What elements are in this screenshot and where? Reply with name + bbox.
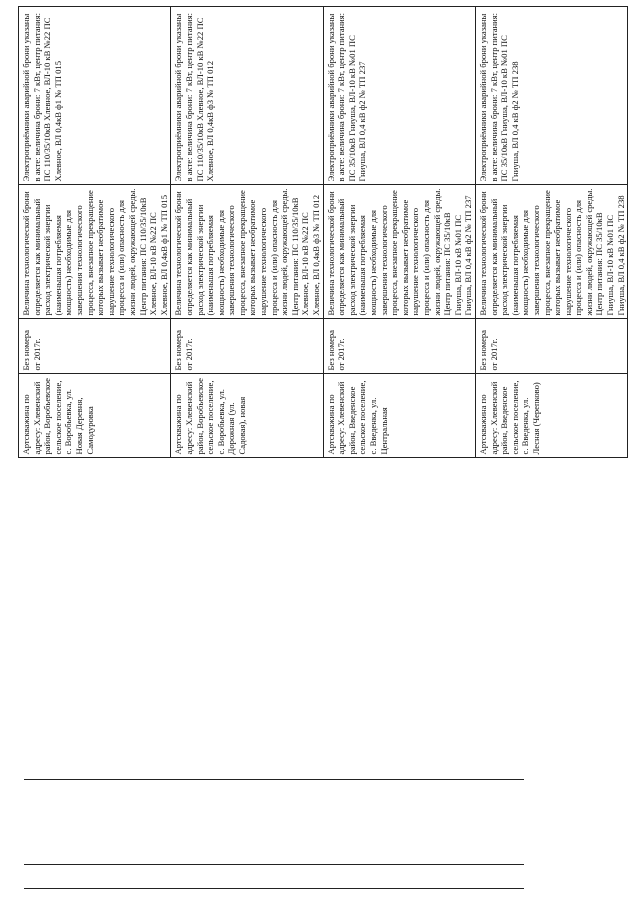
ruled-line (24, 864, 524, 865)
address-cell: Артскважина по адресу: Хлевенский район, Воробьевское сельское поселение, с. Воробьевка, ул. Дорожная (ул. Садовая), новая (171, 374, 323, 458)
table-row (19, 7, 171, 891)
address-cell: Артскважина по адресу: Хлевенский район, Введенское сельское поселение, с. Введенка, ул. Центральная (323, 374, 475, 458)
table-row (475, 7, 627, 891)
justification-cell: Величина технологической брони определяется как минимальный расход электрической энергии (наименьшая потребляемая мощность) необходимые для завершения технологического процесса, внезапное прекращение которых вызывает необратимое нарушение технологического процесса и (или) опасность для жизни людей, окружающей среды. Центр питания: ПС 35/10кВ Гниуша, ВЛ-10 кВ №01 ПС Гниуша, ВЛ 0,4 кВ ф2 № ТП 238 (475, 185, 627, 319)
ruled-line (24, 888, 524, 889)
document-cell: Без номера от 2017г. (171, 319, 323, 374)
document-cell: Без номера от 2017г. (323, 319, 475, 374)
emergency-cell: Электроприёмники аварийной брони указаны в акте: величина брони: 7 кВт, центр питания: ПС 35/10кВ Гниуша, ВЛ-10 кВ №01 ПС Гниуша, ВЛ 0,4 кВ ф2 № ТП 238 (475, 7, 627, 185)
blank-cell (171, 458, 323, 891)
document-cell: Без номера от 2017г. (19, 319, 171, 374)
emergency-cell: Электроприёмники аварийной брони указаны в акте: величина брони: 7 кВт, центр питания: ПС 110/35/10кВ Хлевное, ВЛ-10 кВ №22 ПС Хлевное, ВЛ 0,4кВ ф3 № ТП 012 (171, 7, 323, 185)
address-cell: Артскважина по адресу: Хлевенский район, Воробьевское сельское поселение, с. Воробьевка, ул. Новая Деревня, Самодуровка (19, 374, 171, 458)
table-row (171, 7, 323, 891)
address-cell: Артскважина по адресу: Хлевенский район, Введенское сельское поселение, с. Введенка, ул. Лесная (Черепково) (475, 374, 627, 458)
rotated-page (18, 7, 626, 891)
blank-cell (323, 458, 475, 891)
emergency-cell: Электроприёмники аварийной брони указаны в акте: величина брони: 7 кВт, центр питания: ПС 110/35/10кВ Хлевное, ВЛ-10 кВ №22 ПС Хлевное, ВЛ 0,4кВ ф1 № ТП 015 (19, 7, 171, 185)
justification-cell: Величина технологической брони определяется как минимальный расход электрической энергии (наименьшая потребляемая мощность) необходимые для завершения технологического процесса, внезапное прекращение которых вызывает необратимое нарушение технологического процесса и (или) опасность для жизни людей, окружающей среды. Центр питания: ПС 110/35/10кВ Хлевное, ВЛ-10 кВ №22 ПС Хлевное, ВЛ 0,4кВ ф1 № ТП 015 (19, 185, 171, 319)
ruled-line (24, 779, 524, 780)
justification-cell: Величина технологической брони определяется как минимальный расход электрической энергии (наименьшая потребляемая мощность) необходимые для завершения технологического процесса, внезапное прекращение которых вызывает необратимое нарушение технологического процесса и (или) опасность для жизни людей, окружающей среды. Центр питания: ПС 35/10кВ Гниуша, ВЛ-10 кВ №01 ПС Гниуша, ВЛ 0,4 кВ ф2 № ТП 237 (323, 185, 475, 319)
reservation-table (18, 7, 628, 892)
blank-cell (475, 458, 627, 891)
emergency-cell: Электроприёмники аварийной брони указаны в акте: величина брони: 7 кВт, центр питания: ПС 35/10кВ Гниуша, ВЛ-10 кВ №01 ПС Гниуша, ВЛ 0,4 кВ ф2 № ТП 237 (323, 7, 475, 185)
blank-cell (19, 458, 171, 891)
table-row (323, 7, 475, 891)
document-cell: Без номера от 2017г. (475, 319, 627, 374)
justification-cell: Величина технологической брони определяется как минимальный расход электрической энергии (наименьшая потребляемая мощность) необходимые для завершения технологического процесса, внезапное прекращение которых вызывает необратимое нарушение технологического процесса и (или) опасность для жизни людей, окружающей среды. Центр питания: ПС 110/35/10кВ Хлевное, ВЛ-10 кВ №22 ПС Хлевное, ВЛ 0,4кВ ф3 № ТП 012 (171, 185, 323, 319)
